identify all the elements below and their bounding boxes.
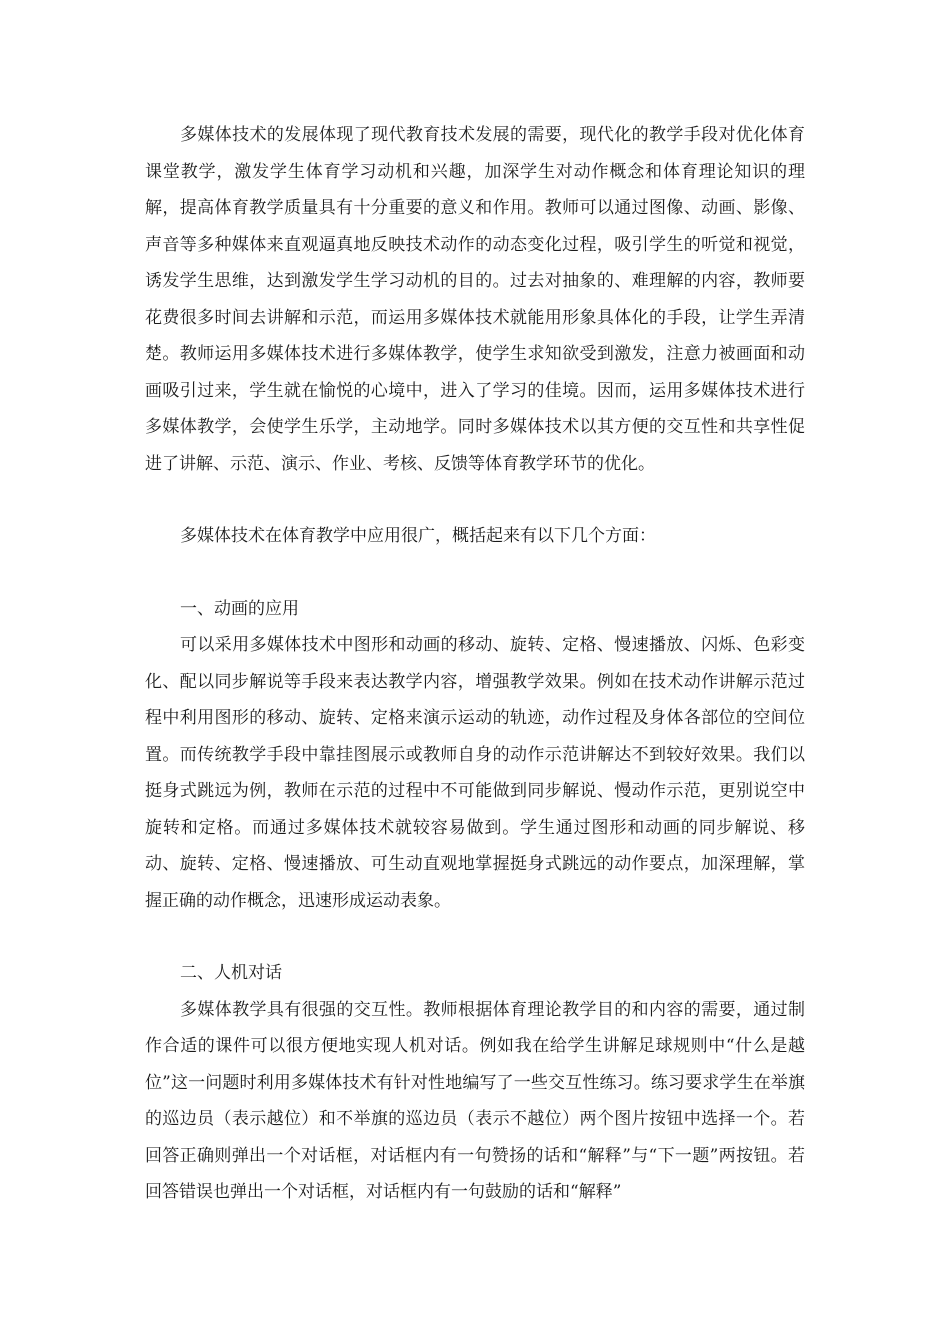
section2-body: 多媒体教学具有很强的交互性。教师根据体育理论教学目的和内容的需要，通过制作合适的课件可以很方便地实现人机对话。例如我在给学生讲解足球规则中“什么是越位”这一问题时利用多媒体技术有针对性地编写了一些交互性练习。练习要求学生在举旗的巡边员（表示越位）和不举旗的巡边员（表示不越位）两个图片按钮中选择一个。若回答正确则弹出一个对话框，对话框内有一句赞扬的话和“解释”与“下一题”两按钮。若回答错误也弹出一个对话框，对话框内有一句鼓励的话和“解释”: [145, 999, 805, 1202]
paragraph-gap: [145, 555, 805, 591]
section1-heading: 一、动画的应用: [180, 598, 299, 619]
section2-heading: 二、人机对话: [180, 963, 282, 983]
paragraph-gap: [145, 482, 805, 518]
intro-paragraph: 多媒体技术的发展体现了现代教育技术发展的需要，现代化的教学手段对优化体育课堂教学，激发学生体育学习动机和兴趣，加深学生对动作概念和体育理论知识的理解，提高体育教学质量具有十分重要的意义和作用。教师可以通过图像、动画、影像、声音等多种媒体来直观逼真地反映技术动作的动态变化过程，吸引学生的听觉和视觉，诱发学生思维，达到激发学生学习动机的目的。过去对抽象的、难理解的内容，教师要花费很多时间去讲解和示范，而运用多媒体技术就能用形象具体化的手段，让学生弄清楚。教师运用多媒体技术进行多媒体教学，使学生求知欲受到激发，注意力被画面和动画吸引过来，学生就在愉悦的心境中，进入了学习的佳境。因而，运用多媒体技术进行多媒体教学，会使学生乐学，主动地学。同时多媒体技术以其方便的交互性和共享性促进了讲解、示范、演示、作业、考核、反馈等体育教学环节的优化。: [145, 125, 805, 474]
section1-body: 可以采用多媒体技术中图形和动画的移动、旋转、定格、慢速播放、闪烁、色彩变化、配以同步解说等手段来表达教学内容，增强教学效果。例如在技术动作讲解示范过程中利用图形的移动、旋转、定格来演示运动的轨迹，动作过程及身体各部位的空间位置。而传统教学手段中靠挂图展示或教师自身的动作示范讲解达不到较好效果。我们以挺身式跳远为例，教师在示范的过程中不可能做到同步解说、慢动作示范，更别说空中旋转和定格。而通过多媒体技术就较容易做到。学生通过图形和动画的同步解说、移动、旋转、定格、慢速播放、可生动直观地掌握挺身式跳远的动作要点，加深理解，掌握正确的动作概念，迅速形成运动表象。: [145, 635, 805, 911]
paragraph-gap: [145, 919, 805, 955]
document-page: [145, 117, 805, 1211]
overview-paragraph: 多媒体技术在体育教学中应用很广，概括起来有以下几个方面：: [180, 526, 656, 546]
